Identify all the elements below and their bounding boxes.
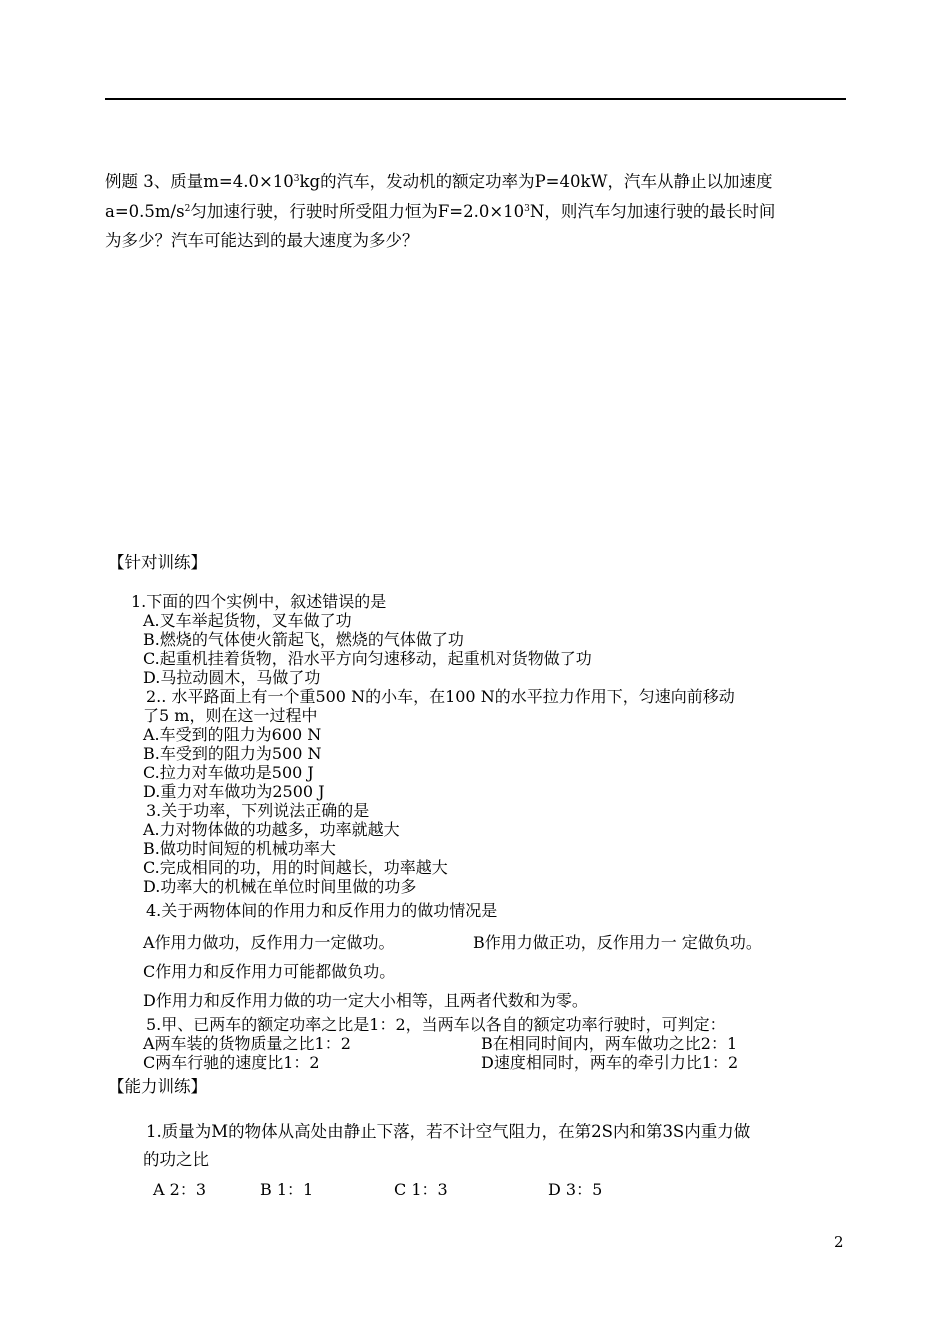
example-3-line-3: 为多少？汽车可能达到的最大速度为多少？ [105, 231, 419, 250]
q5-option-d: D速度相同时，两车的牵引力比1：2 [481, 1053, 739, 1072]
n1-option-c: C 1：3 [394, 1180, 448, 1199]
q5-option-c: C两车行驰的速度比1：2 [143, 1053, 320, 1072]
q2-stem-line-2: 了5 m，则在这一过程中 [143, 706, 318, 725]
q5-option-a: A两车装的货物质量之比1：2 [143, 1034, 351, 1053]
q1-option-b: B.燃烧的气体使火箭起飞，燃烧的气体做了功 [143, 630, 464, 649]
q1-option-d: D.马拉动圆木，马做了功 [143, 668, 321, 687]
q4-stem: 4.关于两物体间的作用力和反作用力的做功情况是 [146, 901, 498, 920]
q2-option-c: C.拉力对车做功是500 J [143, 763, 314, 782]
q3-stem: 3.关于功率，下列说法正确的是 [146, 801, 370, 820]
q2-option-a: A.车受到的阻力为600 N [143, 725, 322, 744]
example-3 [105, 167, 850, 256]
header-rule [105, 98, 846, 100]
q2-option-b: B.车受到的阻力为500 N [143, 744, 322, 763]
q1-option-a: A.叉车举起货物，叉车做了功 [143, 611, 352, 630]
q1-option-c: C.起重机挂着货物，沿水平方向匀速移动，起重机对货物做了功 [143, 649, 592, 668]
n1-option-a: A 2：3 [153, 1180, 207, 1199]
q2-option-d: D.重力对车做功为2500 J [143, 782, 325, 801]
q5-option-b: B在相同时间内，两车做功之比2：1 [481, 1034, 738, 1053]
q3-option-c: C.完成相同的功，用的时间越长，功率越大 [143, 858, 448, 877]
section-title-ability-training: 【能力训练】 [108, 1077, 207, 1096]
n1-option-b: B 1：1 [260, 1180, 314, 1199]
q4-option-b: B作用力做正功，反作用力一 定做负功。 [473, 933, 762, 952]
q3-option-a: A.力对物体做的功越多，功率就越大 [143, 820, 400, 839]
q4-option-a: A作用力做功，反作用力一定做功。 [143, 933, 395, 952]
example-3-line-2: $a=0.5m/s^2$匀加速行驶，行驶时所受阻力恒为$F=2.0\times 10^3N$，则汽车匀加速行驶的最长时间 [105, 201, 776, 221]
example-3-line-1: 例题 3、质量$m=4.0\times 10^3kg$的汽车，发动机的额定功率为P=40kW，汽车从静止以加速度 [105, 172, 773, 191]
q1-stem: 1.下面的四个实例中，叙述错误的是 [131, 592, 387, 611]
q5-stem: 5.甲、已两车的额定功率之比是1：2，当两车以各自的额定功率行驶时，可判定： [146, 1015, 726, 1034]
page-number: 2 [834, 1233, 844, 1251]
q4-option-c: C作用力和反作用力可能都做负功。 [143, 962, 396, 981]
n1-stem-line-2: 的功之比 [143, 1150, 209, 1169]
q3-option-d: D.功率大的机械在单位时间里做的功多 [143, 877, 417, 896]
n1-stem-line-1: 1.质量为M的物体从高处由静止下落，若不计空气阻力，在第2S内和第3S内重力做 [146, 1122, 751, 1141]
q4-option-d: D作用力和反作用力做的功一定大小相等，且两者代数和为零。 [143, 991, 588, 1010]
n1-option-d: D 3：5 [548, 1180, 603, 1199]
q2-stem-line-1: 2.. 水平路面上有一个重500 N的小车，在100 N的水平拉力作用下，匀速向前移动 [146, 687, 735, 706]
q3-option-b: B.做功时间短的机械功率大 [143, 839, 336, 858]
section-title-targeted-training: 【针对训练】 [108, 553, 207, 572]
